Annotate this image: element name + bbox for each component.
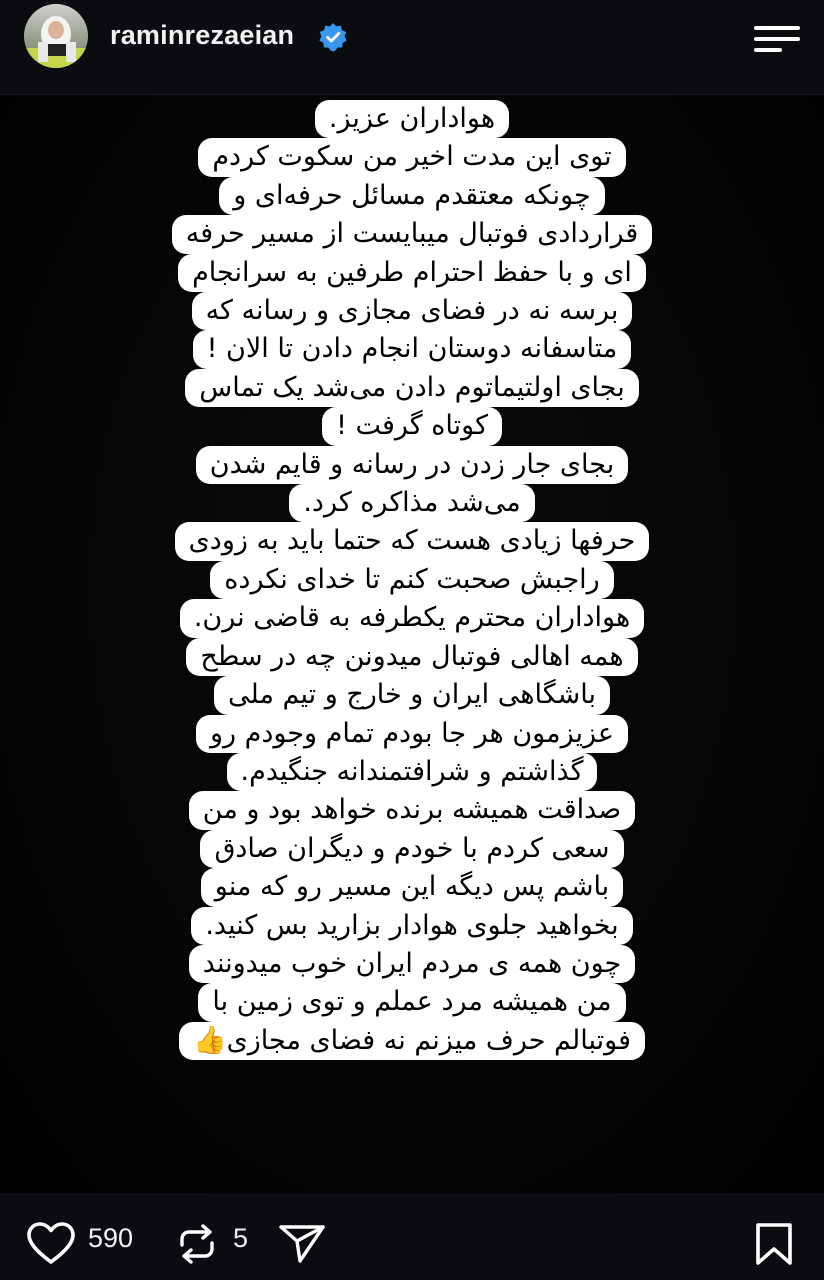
verified-badge-icon: [318, 22, 348, 52]
story-text-line: می‌شد مذاکره کرد.: [289, 484, 534, 522]
story-text-line: کوتاه گرفت !: [322, 407, 502, 445]
repost-icon[interactable]: [176, 1223, 218, 1265]
story-text-line: هواداران عزیز.: [315, 100, 509, 138]
story-text-line: گذاشتم و شرافتمندانه جنگیدم.: [227, 753, 598, 791]
story-text-line: راجبش صحبت کنم تا خدای نکرده: [210, 561, 613, 599]
story-text-line: باشگاهی ایران و خارج و تیم ملی: [214, 676, 610, 714]
story-text-line: توی این مدت اخیر من سکوت کردم: [198, 138, 625, 176]
story-text-line: سعی کردم با خودم و دیگران صادق: [200, 830, 623, 868]
heart-icon[interactable]: [26, 1221, 76, 1265]
story-text-line: برسه نه در فضای مجازی و رسانه که: [192, 292, 633, 330]
story-text-line: بجای اولتیماتوم دادن می‌شد یک تماس: [185, 369, 638, 407]
story-text-line: قراردادی فوتبال میبایست از مسیر حرفه: [172, 215, 653, 253]
hamburger-menu-icon: [754, 26, 800, 30]
action-bar: [0, 1193, 824, 1280]
menu-button[interactable]: [754, 24, 800, 54]
story-text-line: چونکه معتقدم مسائل حرفه‌ای و: [219, 177, 604, 215]
hamburger-menu-icon: [754, 48, 782, 52]
story-text-line: من همیشه مرد عملم و توی زمین با: [198, 983, 625, 1021]
like-count: 590: [88, 1223, 134, 1253]
story-text-line: بجای جار زدن در رسانه و قایم شدن: [196, 446, 628, 484]
bookmark-icon[interactable]: [754, 1221, 794, 1267]
story-text: [0, 100, 824, 1060]
story-text-line: چون همه ی مردم ایران خوب میدونند: [189, 945, 635, 983]
story-text-line: بخواهید جلوی هوادار بزارید بس کنید.: [191, 907, 632, 945]
avatar-photo-icon: [24, 4, 88, 68]
story-text-line: حرفها زیادی هست که حتما باید به زودی: [175, 522, 650, 560]
story-text-line: عزیزمون هر جا بودم تمام وجودم رو: [196, 715, 628, 753]
story-text-line: باشم پس دیگه این مسیر رو که منو: [201, 868, 623, 906]
story-header: [0, 0, 824, 95]
repost-count: 5: [233, 1223, 249, 1253]
story-text-line: فوتبالم حرف میزنم نه فضای مجازی👍: [179, 1022, 645, 1060]
username[interactable]: raminrezaeian: [110, 20, 295, 50]
story-text-line: صداقت همیشه برنده خواهد بود و من: [189, 791, 635, 829]
hamburger-menu-icon: [754, 37, 800, 41]
story-text-line: متاسفانه دوستان انجام دادن تا الان !: [193, 330, 632, 368]
story-text-line: ای و با حفظ احترام طرفین به سرانجام: [178, 254, 646, 292]
story-text-line: همه اهالی فوتبال میدونن چه در سطح: [186, 638, 637, 676]
send-icon[interactable]: [278, 1223, 326, 1265]
story-text-line: هواداران محترم یکطرفه به قاضی نرن.: [180, 599, 644, 637]
avatar[interactable]: [24, 4, 88, 68]
